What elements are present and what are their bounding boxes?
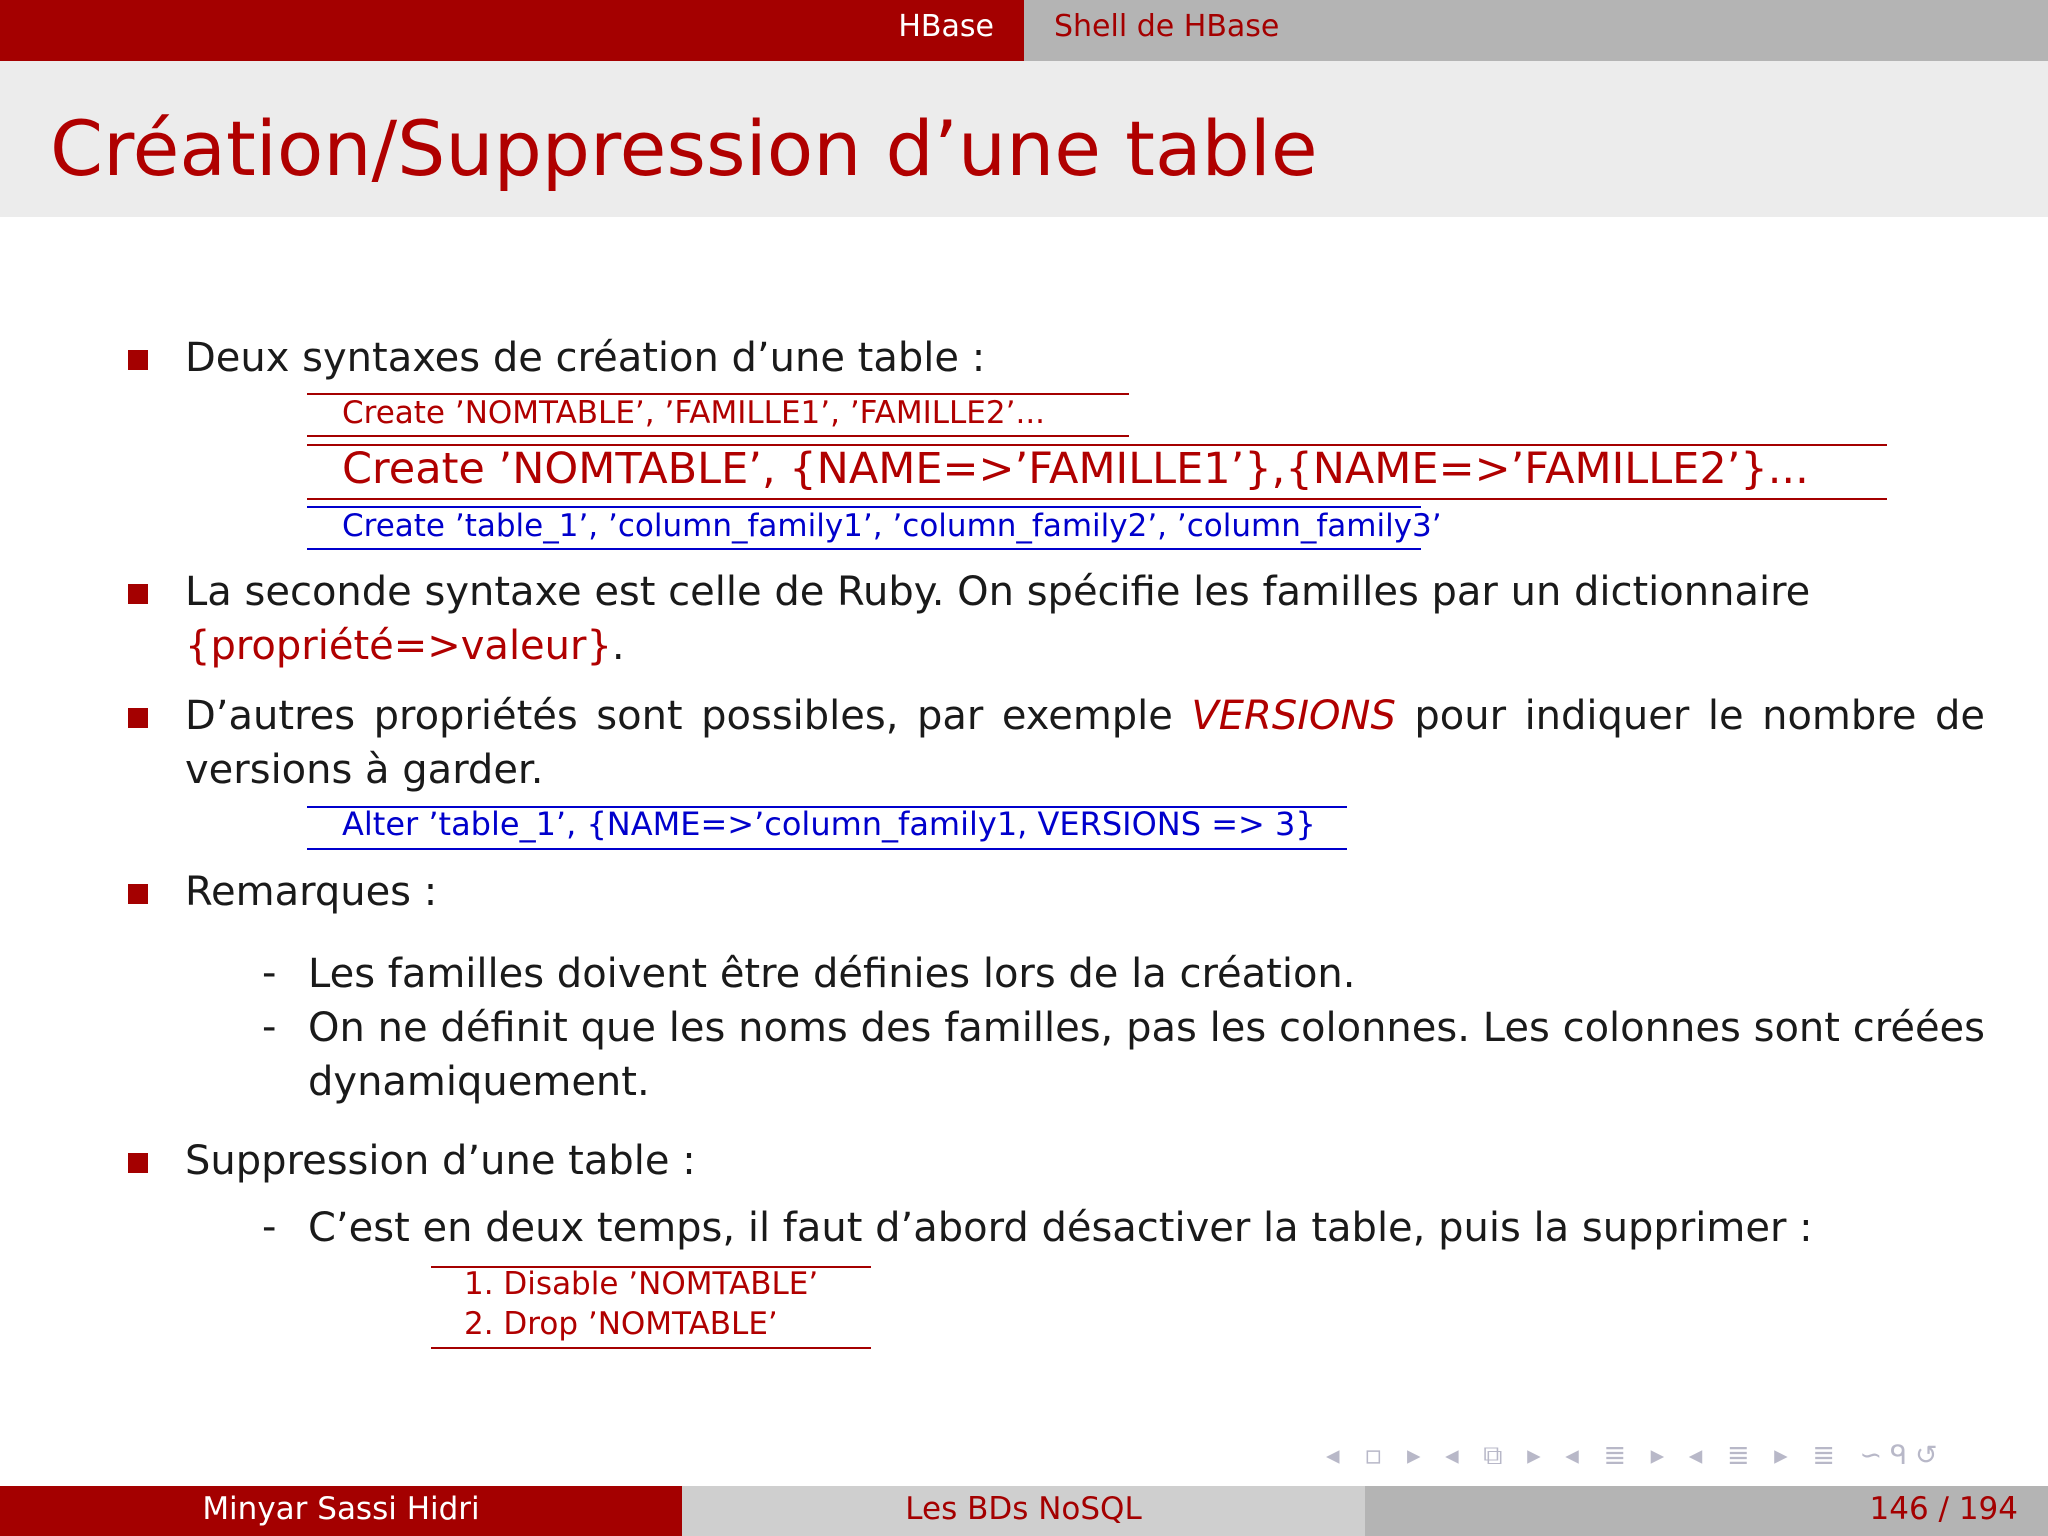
code-rule [307,848,1347,850]
nav-section-hbase[interactable]: HBase [898,9,994,44]
code-rule [431,1347,871,1349]
remark-columns-line1: On ne définit que les noms des familles, pas les colonnes. Les colonnes sont créées [308,1005,1985,1051]
navigation-symbols[interactable]: ◂ ▫ ▸ ◂ ⧉ ▸ ◂ ≣ ▸ ◂ ≣ ▸ ≣ ∽ᑫ↺ [1326,1440,1946,1471]
code-rule [307,498,1887,500]
sub-dash: - [262,1004,277,1050]
bullet-marker [128,884,148,904]
bullet-marker [128,708,148,728]
footer-author: Minyar Sassi Hidri [202,1491,480,1527]
bullet-versions-line1 [185,692,1985,740]
bullet-versions-line2: versions à garder. [185,747,544,793]
footer-page-number: 146 / 194 [1869,1491,2018,1527]
code-alter: Alter ’table_1’, {NAME=>’column_family1, VERSIONS => 3} [342,805,1316,843]
code-create-simple: Create ’NOMTABLE’, ’FAMILLE1’, ’FAMILLE2’... [342,395,1046,431]
code-create-example: Create ’table_1’, ’column_family1’, ’column_family2’, ’column_family3’ [342,508,1442,544]
versions-keyword: VERSIONS [1191,693,1396,739]
versions-pre: D’autres propriétés sont possibles, par exemple [185,693,1173,739]
bullet-remarques: Remarques : [185,869,438,915]
nav-subsection-shell[interactable]: Shell de HBase [1054,9,1280,44]
bullet-marker [128,584,148,604]
code-rule [307,435,1129,437]
suppression-steps-intro: C’est en deux temps, il faut d’abord désactiver la table, puis la supprimer : [308,1205,1813,1251]
versions-post: pour indiquer le nombre de [1414,693,1985,739]
bullet-marker [128,1153,148,1173]
footer-course: Les BDs NoSQL [905,1491,1142,1527]
sentence-end: . [611,623,625,669]
header-left-bar [0,0,1024,61]
remark-families: Les familles doivent être définies lors de la création. [308,951,1356,997]
frame-title: Création/Suppression d’une table [50,104,1318,193]
bullet-syntaxes-text: Deux syntaxes de création d’une table : [185,335,986,381]
code-disable: 1. Disable ’NOMTABLE’ [464,1266,819,1302]
code-rule [307,548,1421,550]
bullet-ruby-line1: La seconde syntaxe est celle de Ruby. On spécifie les familles par un dictionnaire [185,569,1811,615]
dictionary-syntax: {propriété=>valeur} [185,623,612,669]
remark-columns-line2: dynamiquement. [308,1059,650,1105]
sub-dash: - [262,950,277,996]
code-create-ruby: Create ’NOMTABLE’, {NAME=>’FAMILLE1’},{NAME=>’FAMILLE2’}... [342,444,1809,494]
sub-dash: - [262,1204,277,1250]
code-drop: 2. Drop ’NOMTABLE’ [464,1306,778,1342]
bullet-ruby-line2 [185,622,625,670]
bullet-suppression: Suppression d’une table : [185,1138,696,1184]
bullet-marker [128,350,148,370]
